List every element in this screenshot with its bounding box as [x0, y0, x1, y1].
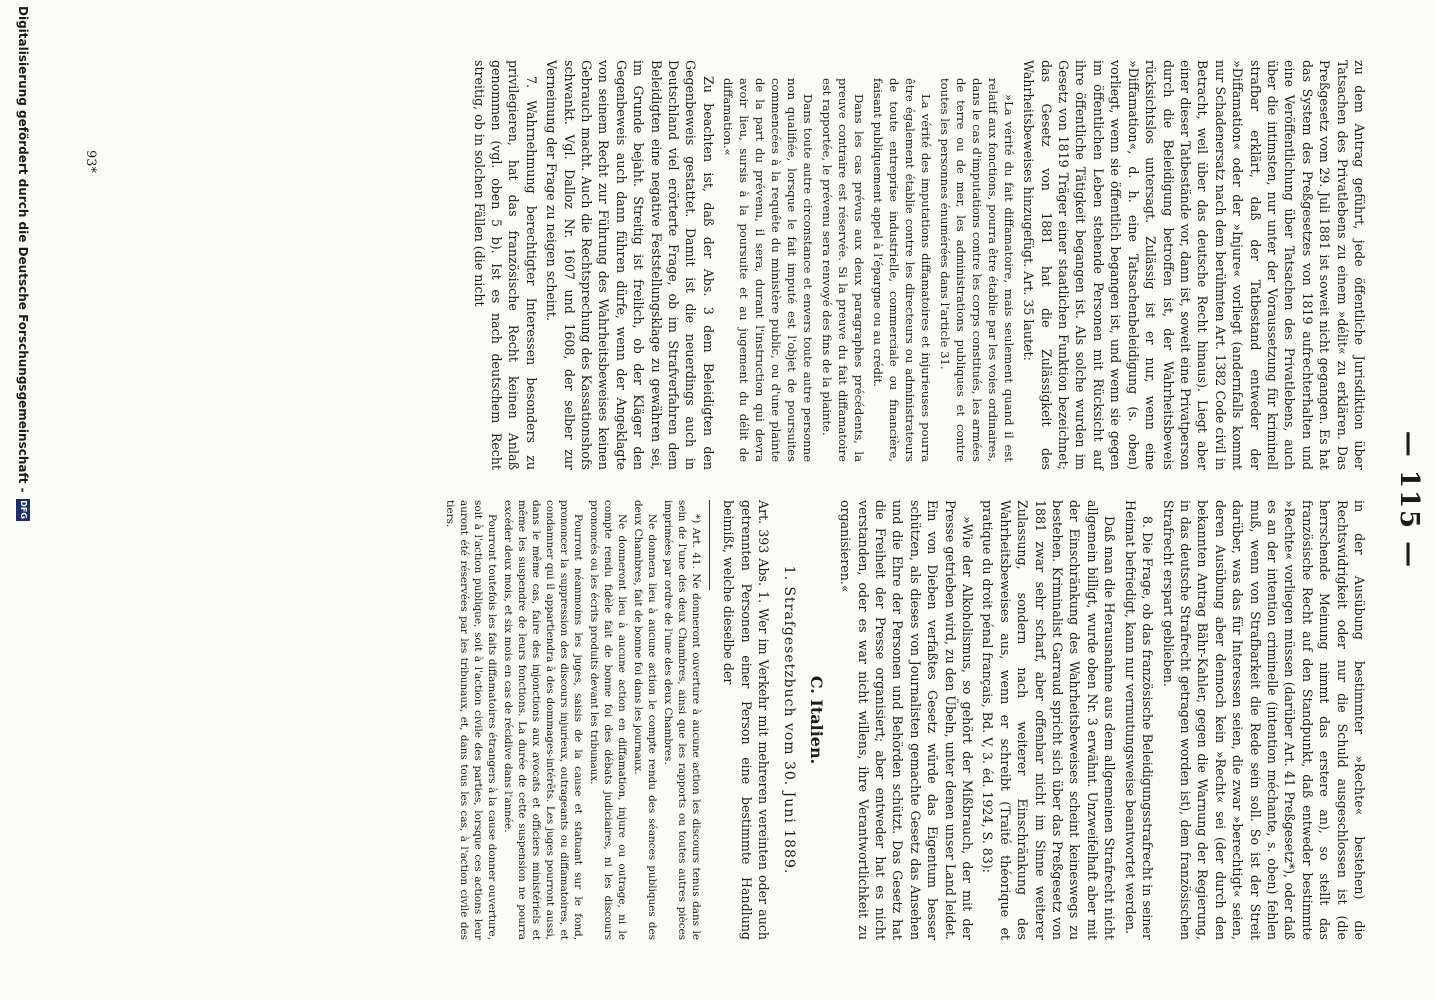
- french-paragraph: Dans les cas prévus aux deux paragraphes précédents, la preuve contraire est réservée. Si la preuve du fait diffamatoire est rapportée, le prévenu sera renvoyé des fins de la plainte.: [819, 78, 866, 462]
- body-paragraph: Daß man die Herausnahme aus dem allgemeinen Strafrecht nicht allgemein billigt, wurde oben Nr. 3 erwähnt. Unzweifelhaft aber mit der Einschränkung des Wahrheitsbeweises scheint keineswegs zu bestehen. Kriminalist Garraud spricht sich über das Preßgesetz von 1881 zwar sehr scharf, aber offenbar nicht im Sinne weiterer Zulassung, sondern nach weiterer Einschränkung des Wahrheitsbeweises aus, wenn er schreibt (Traité théorique et pratique du droit pénal français, Bd. V, 3. éd. 1924, S. 83):: [980, 500, 1118, 940]
- footer-text: Digitalisierung gefördert durch die Deutsche Forschungsgemeinschaft -: [16, 6, 30, 493]
- footnote-paragraph: Ne donnera lieu à aucune action le compte rendu des séances publiques des deux Chambres, fait de bonne foi dans les journaux.: [631, 500, 658, 940]
- digitization-footer: [16, 0, 30, 1000]
- body-paragraph: Zu beachten ist, daß der Abs. 3 dem Beleidigten den Gegenbeweis gestattet. Damit ist die neuerdings auch in Deutschland viel erörterte Frage, ob im Strafverfahren dem Beleidigten eine negative Feststellungsklage zu gewähren sei, im Grunde bejaht. Streitig ist freilich, ob der Kläger den Gegenbeweis auch dann führen dürfe, wenn der Angeklagte von seinem Recht zur Führung des Wahrheitsbeweises keinen Gebrauch macht. Auch die Rechtsprechung des Kassationshofs schwankt. Vgl. Dalloz Nr. 1607 und 1608, der selber zur Verneinung der Frage zu neigen scheint.: [544, 60, 716, 470]
- french-paragraph: »La vérité du fait diffamatoire, mais seulement quand il est relatif aux fonctions, pourra être établie par les voies ordinaires, dans le cas d'imputations contre les corps constitués, les armées de terre ou de mer, les administrations publiques et contre toutes les personnes énumérées dans l'article 31.: [937, 78, 1016, 462]
- section-title: C. Italien.: [806, 675, 826, 765]
- article-paragraph: Art. 393 Abs. 1. Wer im Verkehr mit mehreren vereinten oder auch getrennten Personen einer Person eine bestimmte Handlung beimißt, welche dieselbe der: [721, 500, 771, 940]
- footnote-divider: [709, 500, 710, 590]
- quote-paragraph: »Wie der Alkoholismus, so gehört der Mißbrauch, der mit der Presse getrieben wird, zu den Übeln, unter denen unser Land leidet. Ein von Dieben verfaßtes Gesetz würde das Eigentum besser schützen, als dieses von Journalisten gemachte Gesetz das Ansehen und die Ehre der Personen und Behörden schützt. Das Gesetz hat die Freiheit der Presse organisiert; aber entweder hat es nicht verstanden, oder es war nicht willens, ihre Verantwortlichkeit zu organisieren.«: [838, 500, 976, 940]
- footnote-paragraph: Ne donneront lieu à aucune action en diffamation, injure ou outrage, ni le compte rendu fidèle fait de bonne foi des débats judiciaires, ni les discours prononcés ou les écrits produits devant les tribunaux.: [587, 500, 628, 940]
- body-paragraph: zu dem Antrag geführt, jede öffentliche Jurisdiktion über Tatsachen des Privatlebens zu einem »délit« zu erklären. Das Preßgesetz vom 29. Juli 1881 ist soweit nicht gegangen. Es hat das System des Preßgesetzes von 1819 aufrechterhalten und eine Veröffentlichung über Tatsachen des Privatlebens, auch über die intimsten, nur unter der Voraussetzung für kriminell strafbar erklärt, daß der Tatbestand entweder der »Diffamation« oder der »Injure« vorliegt (andernfalls kommt nur Schadenersatz nach dem berühmten Art. 1382 Code civil in Betracht, weil über das deutsche Recht hinaus). Liegt aber einer dieser Tatbestände vor, dann ist, soweit eine Privatperson durch die Beleidigung betroffen ist, der Wahrheitsbeweis rücksichtslos untersagt. Zulässig ist er nur, wenn eine »Diffamation«, d. h. eine Tatsachenbeleidigung (s. oben) vorliegt, wenn sie öffentlich begangen ist, und wenn sie gegen im öffentlichen Leben stehende Personen mit Rücksicht auf ihre öffentliche Tätigkeit begangen ist. Als solche wurden im Gesetz von 1819 Träger einer staatlichen Funktion bezeichnet; das Gesetz von 1881 hat die Zulässigkeit des Wahrheitsbeweises hinzugefügt. Art. 35 lautet:: [1021, 60, 1367, 470]
- dfg-logo-icon: DFG: [16, 499, 30, 521]
- page-number: — 115 —: [1394, 430, 1424, 570]
- footnote-paragraph: *) Art. 41. Ne donneront ouverture à aucune action les discours tenus dans le sein de l'une des deux Chambres, ainsi que les rapports ou toutes autres pièces imprimées par ordre de l'une des deux Chambres.: [661, 500, 702, 940]
- sub-title: 1. Strafgesetzbuch vom 30. Juni 1889.: [781, 565, 798, 875]
- quoted-french-law: [720, 60, 1017, 470]
- column-second: [441, 500, 1368, 940]
- french-paragraph: La vérité des imputations diffamatoires et injurieuses pourra être également établie contre les directeurs ou administrateurs de toute entreprise industrielle, commerciale ou financière, faisant publiquement appel à l'épargne ou au crédit.: [870, 78, 933, 462]
- body-paragraph: 7. Wahrnehmung berechtigter Interessen besonders zu privilegieren, hat das französische Recht keinen Anlaß genommen (vgl. oben 5 b). Ist es nach deutschem Recht streitig, ob in solchen Fällen (die nicht: [471, 60, 539, 470]
- body-paragraph: in der Ausübung bestimmter »Rechte« bestehen) die Rechtswidrigkeit oder nur die Schuld ausgeschlossen ist (die herrschende Meinung nimmt das erstere an), so stellt das französische Recht auf den Standpunkt, daß entweder bestimmte »Rechte« vorliegen müssen (darüber Art. 41 Preßgesetz*), oder daß es an der intention criminelle (intention méchante, s. oben) fehlen muß, wenn von Strafbarkeit die Rede sein soll. So ist der Streit darüber, was das für Interessen seien, die zwar »berechtigt« seien, deren Ausübung aber dennoch kein »Recht« sei (der durch den bekannten Antrag Bähr-Kahler, gegen die Warnung der Regierung, in das deutsche Strafrecht getragen worden ist), dem französischen Strafrecht erspart geblieben.: [1160, 500, 1367, 940]
- french-paragraph: Dans toute autre circonstance et envers toute autre personne non qualifiée, lorsque le fait imputé est l'objet de poursuites commencées à la requête du ministère public, ou d'une plainte de la part du prévenu, il sera, durant l'instruction qui devra avoir lieu, sursis à la poursuite et au jugement du délit de diffamation.«: [720, 78, 815, 462]
- printer-signature: 93*: [83, 150, 98, 174]
- footnote-paragraph: Pourront toutefois les faits diffamatoires étrangers à la cause donner ouverture, soit à l'action publique, soit à l'action civile des parties, lorsque ces actions leur auront été réservées par les tribunaux, et, dans tous les cas, à l'action civile des tiers.: [443, 500, 498, 940]
- footnote-block: [443, 500, 703, 940]
- footnote-paragraph: Pourront néanmoins les juges, saisis de la cause et statuant sur le fond, prononcer la suppression des discours injurieux, outrageants ou diffamatoires, et condamner qui il appartiendra à des dommages-intérêts. Les juges pourront aussi, dans le même cas, faire des injonctions aux avocats et officiers ministériels et même les suspendre de leurs fonctions. La durée de cette suspension ne pourra excéder deux mois, et six mois en cas de récidive dans l'année.: [501, 500, 584, 940]
- column-first: [467, 60, 1368, 470]
- body-paragraph: 8. Die Frage, ob das französische Beleidigungsstrafrecht in seiner Heimat befriedigt, kann nur vermutungsweise beantwortet werden.: [1122, 500, 1156, 940]
